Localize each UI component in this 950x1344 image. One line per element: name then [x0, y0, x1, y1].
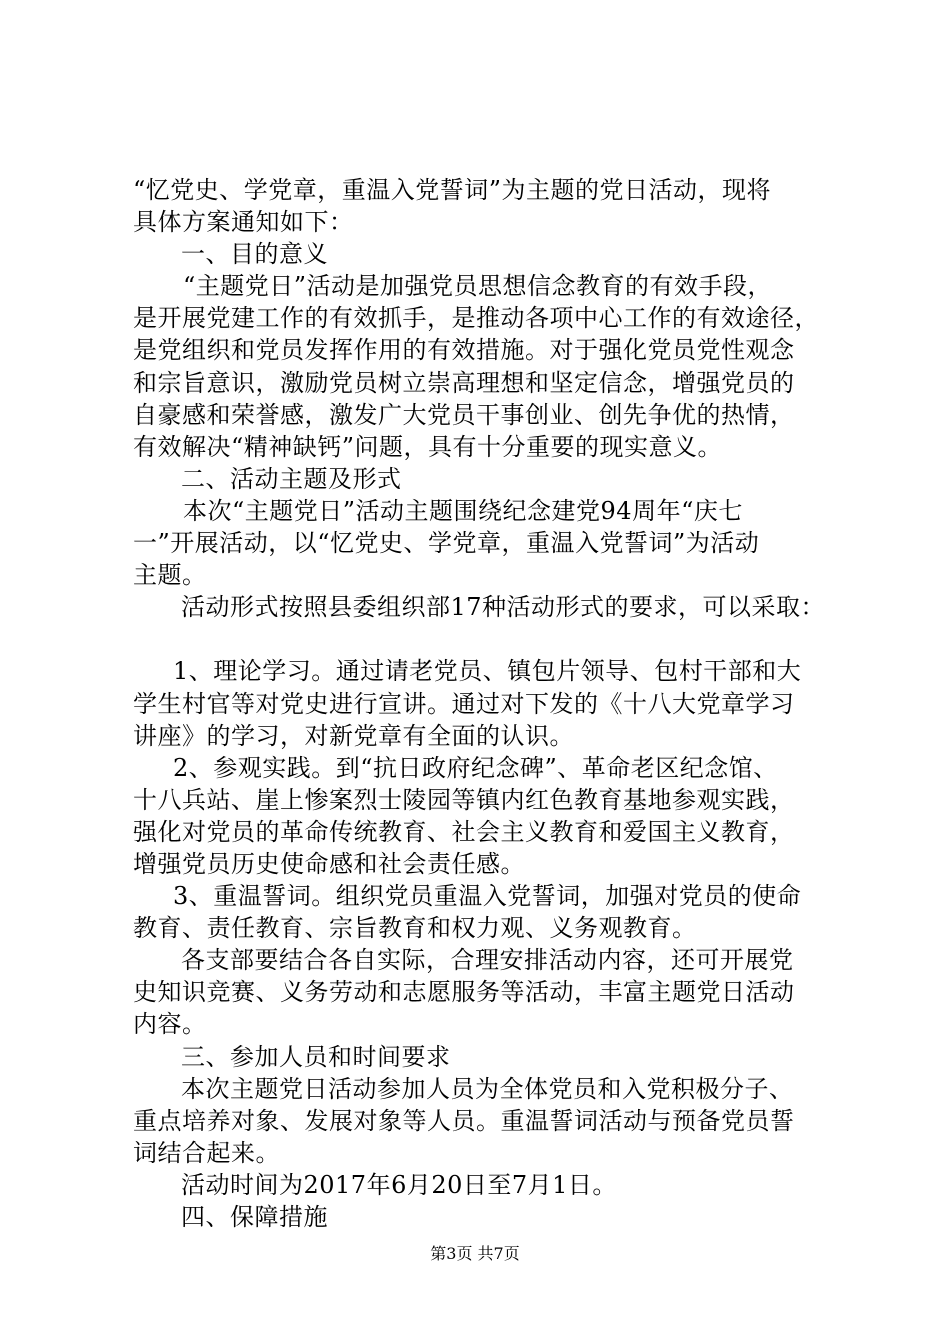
text-line: 2、参观实践。到“抗日政府纪念碑”、革命老区纪念馆、	[173, 753, 778, 782]
text-line: 词结合起来。	[133, 1138, 280, 1167]
text-line: “忆党史、学党章，重温入党誓词”为主题的党日活动，现将	[133, 176, 772, 204]
text-line: 和宗旨意识，激励党员树立崇高理想和坚定信念，增强党员的	[133, 368, 795, 397]
text-line: 一”开展活动，以“忆党史、学党章，重温入党誓词”为活动	[133, 529, 760, 558]
text-line: 活动形式按照县委组织部17种活动形式的要求，可以采取：	[181, 593, 826, 622]
text-line: 讲座》的学习，对新党章有全面的认识。	[133, 721, 574, 750]
text-line: 本次“主题党日”活动主题围绕纪念建党94周年“庆七	[183, 496, 743, 525]
text-line: 自豪感和荣誉感，激发广大党员干事创业、创先争优的热情，	[133, 400, 795, 429]
text-line: 各支部要结合各自实际，合理安排活动内容，还可开展党	[181, 946, 794, 975]
text-line: 增强党员历史使命感和社会责任感。	[133, 849, 525, 878]
text-line: 史知识竞赛、义务劳动和志愿服务等活动，丰富主题党日活动	[133, 978, 795, 1007]
text-line: 有效解决“精神缺钙”问题，具有十分重要的现实意义。	[133, 432, 723, 461]
text-line: 具体方案通知如下：	[133, 208, 354, 237]
text-line: 学生村官等对党史进行宣讲。通过对下发的《十八大党章学习	[133, 689, 795, 718]
text-line: 内容。	[133, 1010, 207, 1039]
text-line: 1、理论学习。通过请老党员、镇包片领导、包村干部和大	[173, 657, 802, 686]
text-line: 是党组织和党员发挥作用的有效措施。对于强化党员党性观念	[133, 336, 795, 365]
section-heading: 三、参加人员和时间要求	[181, 1042, 451, 1071]
text-line: 强化对党员的革命传统教育、社会主义教育和爱国主义教育，	[133, 817, 795, 846]
text-line: 十八兵站、崖上惨案烈士陵园等镇内红色教育基地参观实践，	[133, 785, 795, 814]
page-number-footer: 第3页 共7页	[430, 1244, 520, 1263]
text-line: 是开展党建工作的有效抓手，是推动各项中心工作的有效途径，	[133, 304, 819, 333]
text-line: 活动时间为2017年6月20日至7月1日。	[181, 1170, 617, 1199]
blank-line	[133, 623, 847, 655]
text-line: 主题。	[133, 561, 207, 590]
section-heading: 二、活动主题及形式	[181, 464, 402, 493]
document-body	[133, 174, 847, 1233]
text-line: 本次主题党日活动参加人员为全体党员和入党积极分子、	[181, 1074, 794, 1103]
section-heading: 四、保障措施	[181, 1203, 328, 1231]
text-line: “主题党日”活动是加强党员思想信念教育的有效手段，	[183, 272, 773, 301]
text-line: 3、重温誓词。组织党员重温入党誓词，加强对党员的使命	[173, 882, 802, 911]
text-line: 重点培养对象、发展对象等人员。重温誓词活动与预备党员誓	[133, 1106, 795, 1135]
section-heading: 一、目的意义	[181, 240, 328, 269]
text-line: 教育、责任教育、宗旨教育和权力观、义务观教育。	[133, 914, 697, 943]
